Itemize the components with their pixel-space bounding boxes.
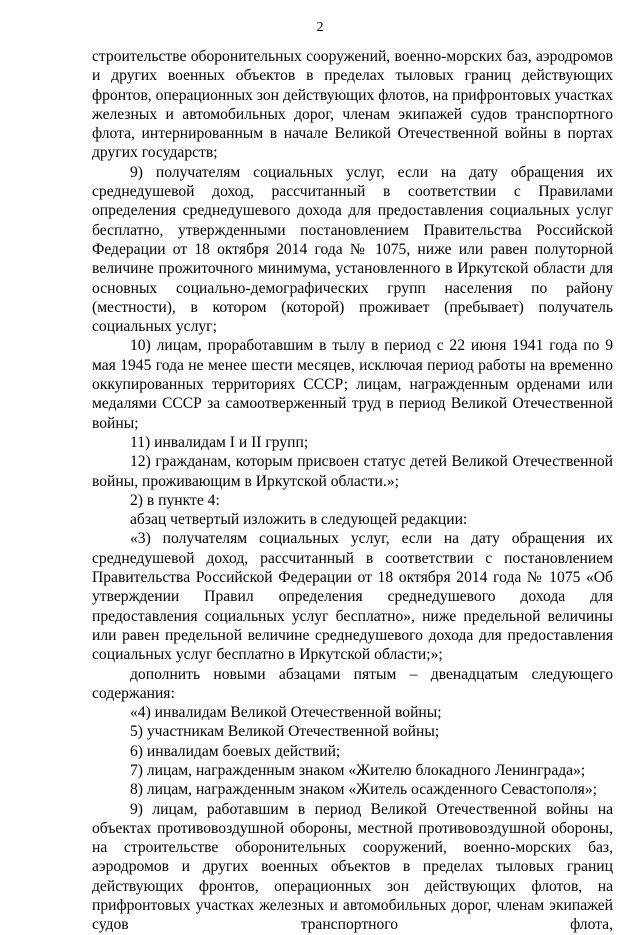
paragraph: 9) лицам, работавшим в период Великой Отечественной войны на объектах противовоздушной обороны, местной противовоздушной обороны, на строительстве оборонительных сооружений, военно-морских баз, аэродромов и других военных объектов в пределах тыловых границ действующих фронтов, операционных зон действующих флотов, на прифронтовых участках железных и автомобильных дорог, членам экипажей судов транспортного флота,	[92, 800, 613, 934]
paragraph: строительстве оборонительных сооружений, военно-морских баз, аэродромов и других военных объектов в пределах тыловых границ действующих фронтов, операционных зон действующих флотов, на прифронтовых участках железных и автомобильных дорог, членам экипажей судов транспортного флота, интернированным в начале Великой Отечественной войны в портах других государств;	[92, 48, 613, 162]
paragraph: «4) инвалидам Великой Отечественной войны;	[130, 704, 442, 722]
page-number: 2	[316, 20, 324, 35]
paragraph: 9) получателям социальных услуг, если на дату обращения их среднедушевой доход, рассчитанный в соответствии с Правилами определения среднедушевого дохода для предоставления социальных услуг бесплатно, утвержденными постановлением Правительства Российской Федерации от 18 октября 2014 года № 1075, ниже или равен полуторной величине прожиточного минимума, установленного в Иркутской области для основных социально-демографических групп населения по району (местности), в котором (которой) проживает (пребывает) получатель социальных услуг;	[92, 163, 613, 336]
paragraph: 10) лицам, проработавшим в тылу в период с 22 июня 1941 года по 9 мая 1945 года не менее шести месяцев, исключая период работы на временно оккупированных территориях СССР; лицам, награжденным орденами или медалями СССР за самоотверженный труд в период Великой Отечественной войны;	[92, 337, 613, 432]
paragraph: 7) лицам, награжденным знаком «Жителю блокадного Ленинграда»;	[130, 761, 586, 779]
paragraph: «3) получателям социальных услуг, если на дату обращения их среднедушевой доход, рассчитанный в соответствии с постановлением Правительства Российской Федерации от 18 октября 2014 года № 1075 «Об утверждении Правил определения среднедушевого дохода для предоставления социальных услуг бесплатно», ниже предельной величины или равен предельной величине среднедушевого дохода для предоставления социальных услуг бесплатно в Иркутской области;»;	[92, 530, 613, 664]
paragraph: дополнить новыми абзацами пятым – двенадцатым следующего содержания:	[92, 665, 613, 702]
paragraph: 6) инвалидам боевых действий;	[130, 742, 341, 760]
paragraph: 11) инвалидам I и II групп;	[130, 433, 309, 451]
paragraph: 12) гражданам, которым присвоен статус детей Великой Отечественной войны, проживающим в Иркутской области.»;	[92, 453, 613, 490]
paragraph: абзац четвертый изложить в следующей редакции:	[130, 511, 468, 529]
document-body	[92, 47, 613, 935]
paragraph: 8) лицам, награжденным знаком «Житель осажденного Севастополя»;	[130, 781, 597, 799]
paragraph: 5) участникам Великой Отечественной войны;	[130, 723, 440, 741]
paragraph: 2) в пункте 4:	[130, 491, 220, 509]
